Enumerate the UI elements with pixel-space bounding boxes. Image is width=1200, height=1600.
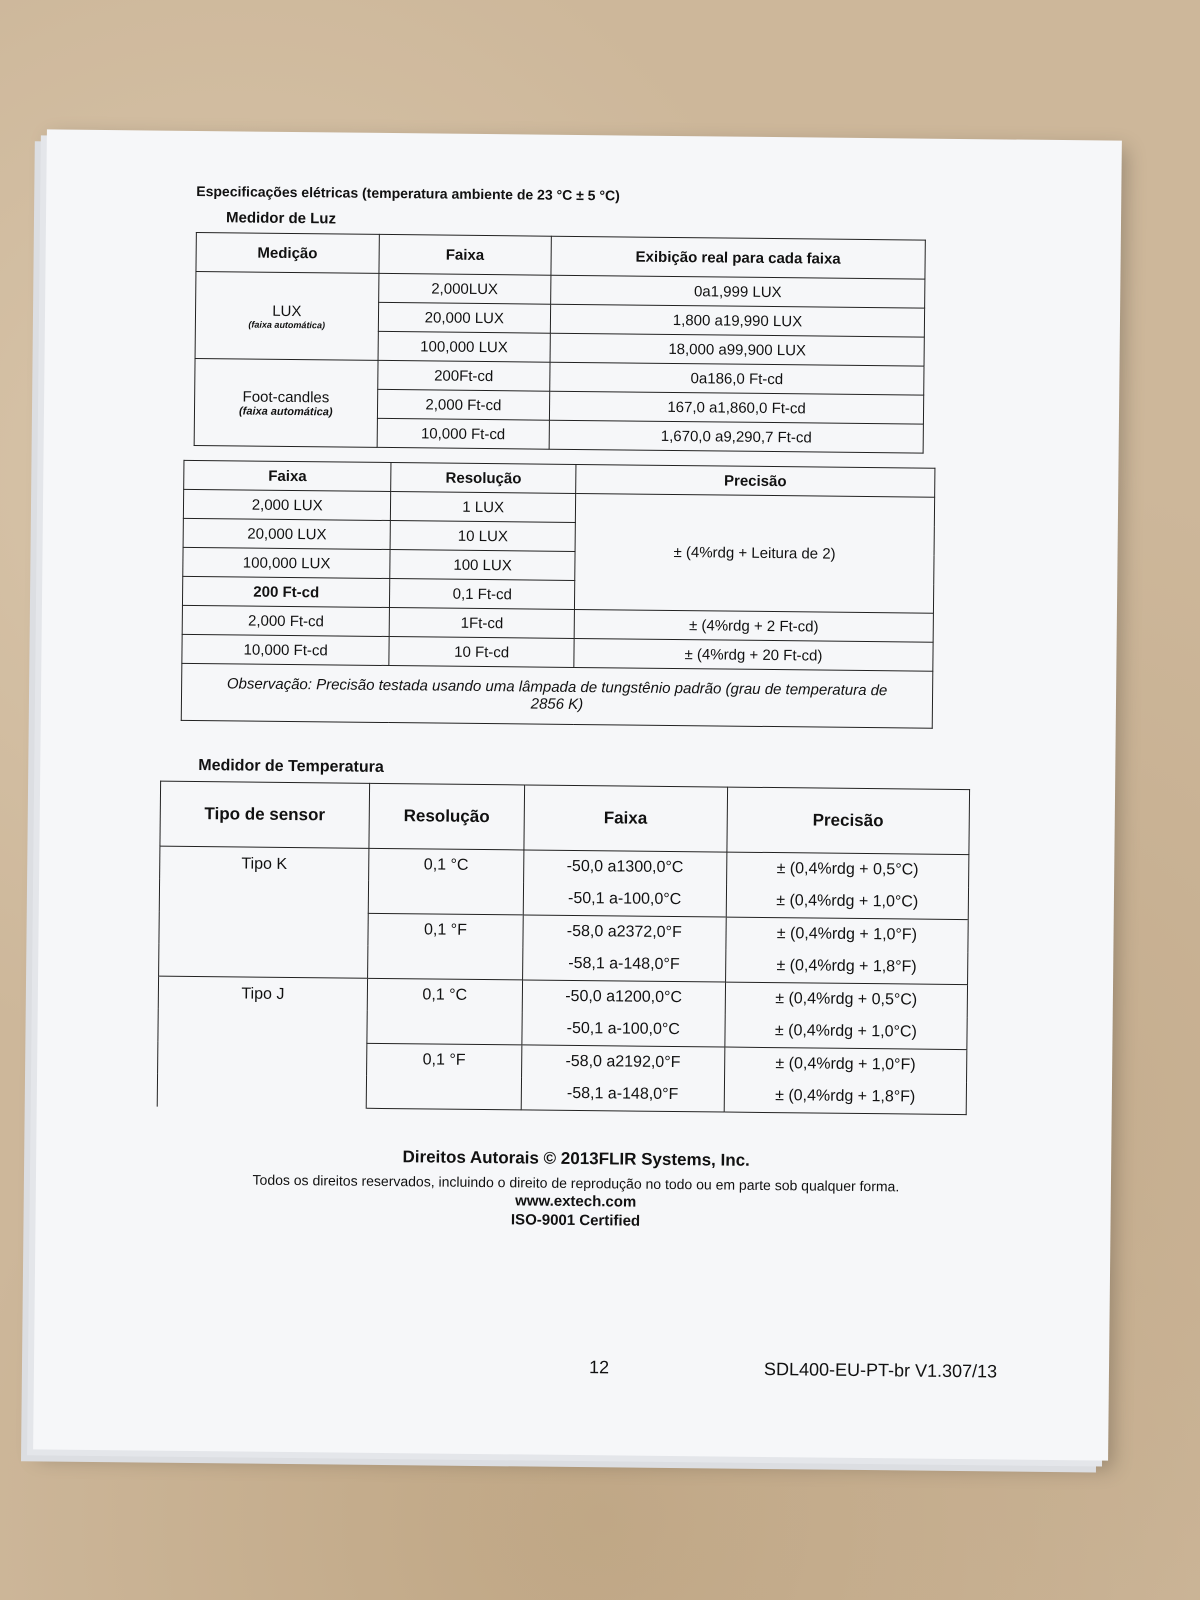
range-cell: 100,000 LUX [378, 331, 551, 362]
range-cell: 100,000 LUX [183, 547, 391, 578]
display-cell: 0a1,999 LUX [551, 275, 925, 308]
range-cell: 2,000 Ft-cd [182, 605, 390, 636]
display-cell: 1,800 a19,990 LUX [550, 304, 924, 337]
iso-line: ISO-9001 Certified [510, 1211, 641, 1230]
range-cell: -50,1 a-100,0°C [522, 1012, 725, 1047]
spec-title: Especificações elétricas (temperatura ambiente de 23 °C ± 5 °C) [196, 182, 620, 204]
col-header: Tipo de sensor [160, 781, 370, 848]
col-header: Precisão [576, 464, 935, 497]
range-cell: 2,000LUX [378, 273, 551, 304]
accuracy-cell: ± (0,4%rdg + 0,5°C) [725, 982, 968, 1017]
light-accuracy-table [181, 460, 936, 729]
range-cell: 10,000 Ft-cd [182, 634, 390, 665]
accuracy-cell: ± (0,4%rdg + 1,0°F) [726, 917, 969, 952]
resolution-cell: 0,1 °F [368, 913, 523, 947]
lux-label: LUX [272, 302, 302, 320]
accuracy-cell: ± (0,4%rdg + 0,5°C) [726, 852, 969, 887]
sensor-type-k: Tipo K [159, 846, 369, 978]
copyright-block [125, 1144, 1026, 1233]
lux-note: (faixa automática) [248, 319, 326, 330]
precision-cell: ± (4%rdg + 2 Ft-cd) [574, 609, 933, 642]
fc-group-cell [194, 358, 378, 447]
precision-cell: ± (4%rdg + Leitura de 2) [574, 493, 934, 613]
resolution-cell: 1Ft-cd [390, 608, 575, 639]
accuracy-note: Observação: Precisão testada usando uma lâmpada de tungstênio padrão (grau de temperatura de 2856 K) [181, 663, 933, 728]
range-cell: -58,0 a2192,0°F [521, 1045, 724, 1080]
col-header: Faixa [184, 460, 392, 491]
accuracy-cell: ± (0,4%rdg + 1,0°F) [724, 1047, 967, 1082]
temperature-table [157, 781, 970, 1115]
resolution-cell: 10 LUX [390, 521, 575, 552]
page-content [185, 183, 976, 1233]
display-cell: 18,000 a99,900 LUX [550, 333, 924, 366]
resolution-cell [367, 1011, 522, 1045]
range-cell: -58,1 a-148,0°F [522, 947, 725, 982]
sensor-type-j: Tipo J [157, 976, 367, 1108]
lux-group-cell [195, 271, 379, 360]
resolution-cell [368, 881, 523, 915]
display-cell: 167,0 a1,860,0 Ft-cd [549, 391, 923, 424]
page-number: 12 [588, 1357, 610, 1378]
display-cell: 1,670,0 a9,290,7 Ft-cd [549, 420, 923, 453]
accuracy-cell: ± (0,4%rdg + 1,0°C) [725, 1015, 968, 1050]
range-cell: -50,0 a1200,0°C [522, 980, 725, 1015]
col-header: Precisão [727, 787, 970, 855]
range-cell: 2,000 LUX [183, 489, 391, 520]
resolution-cell: 1 LUX [391, 492, 576, 523]
manual-page [33, 129, 1122, 1460]
resolution-cell: 0,1 °C [367, 978, 522, 1012]
accuracy-cell: ± (0,4%rdg + 1,8°F) [725, 950, 968, 985]
col-header: Medição [196, 232, 379, 273]
website-link: www.extech.com [515, 1192, 637, 1211]
precision-cell: ± (4%rdg + 20 Ft-cd) [574, 638, 933, 671]
temperature-meter-heading: Medidor de Temperatura [198, 757, 384, 776]
range-cell: -58,0 a2372,0°F [523, 915, 726, 950]
document-id: SDL400-EU-PT-br V1.307/13 [763, 1358, 998, 1382]
resolution-cell: 0,1 Ft-cd [390, 579, 575, 610]
resolution-cell [368, 946, 523, 980]
table-row [196, 271, 925, 308]
resolution-cell: 100 LUX [390, 550, 575, 581]
range-cell: 200Ft-cd [377, 360, 550, 391]
accuracy-cell: ± (0,4%rdg + 1,0°C) [726, 885, 969, 920]
range-cell: 200 Ft-cd [182, 576, 390, 607]
accuracy-cell: ± (0,4%rdg + 1,8°F) [724, 1080, 967, 1115]
range-cell: -50,1 a-100,0°C [523, 882, 726, 917]
resolution-cell: 10 Ft-cd [389, 637, 574, 668]
col-header: Exibição real para cada faixa [551, 236, 925, 279]
range-cell: -50,0 a1300,0°C [523, 850, 726, 885]
range-cell: -58,1 a-148,0°F [521, 1077, 724, 1112]
range-cell: 20,000 LUX [378, 302, 551, 333]
range-cell: 10,000 Ft-cd [377, 418, 550, 449]
resolution-cell: 0,1 °C [369, 848, 524, 882]
col-header: Resolução [369, 783, 525, 850]
light-meter-heading: Medidor de Luz [225, 209, 337, 228]
fc-label: Foot-candles [242, 387, 330, 406]
col-header: Faixa [524, 785, 728, 852]
fc-note: (faixa automática) [238, 404, 333, 418]
range-cell: 20,000 LUX [183, 518, 391, 549]
light-range-table [194, 232, 926, 454]
rights-line: Todos os direitos reservados, incluindo o direito de reprodução no todo ou em parte sob qualquer forma. [252, 1171, 900, 1195]
resolution-cell [366, 1076, 521, 1110]
display-cell: 0a186,0 Ft-cd [550, 362, 924, 395]
note-row [181, 663, 933, 728]
col-header: Resolução [391, 463, 576, 494]
col-header: Faixa [379, 234, 552, 275]
resolution-cell: 0,1 °F [367, 1043, 522, 1077]
table-header-row [160, 781, 970, 854]
copyright-line: Direitos Autorais © 2013FLIR Systems, Inc. [402, 1147, 750, 1170]
range-cell: 2,000 Ft-cd [377, 389, 550, 420]
